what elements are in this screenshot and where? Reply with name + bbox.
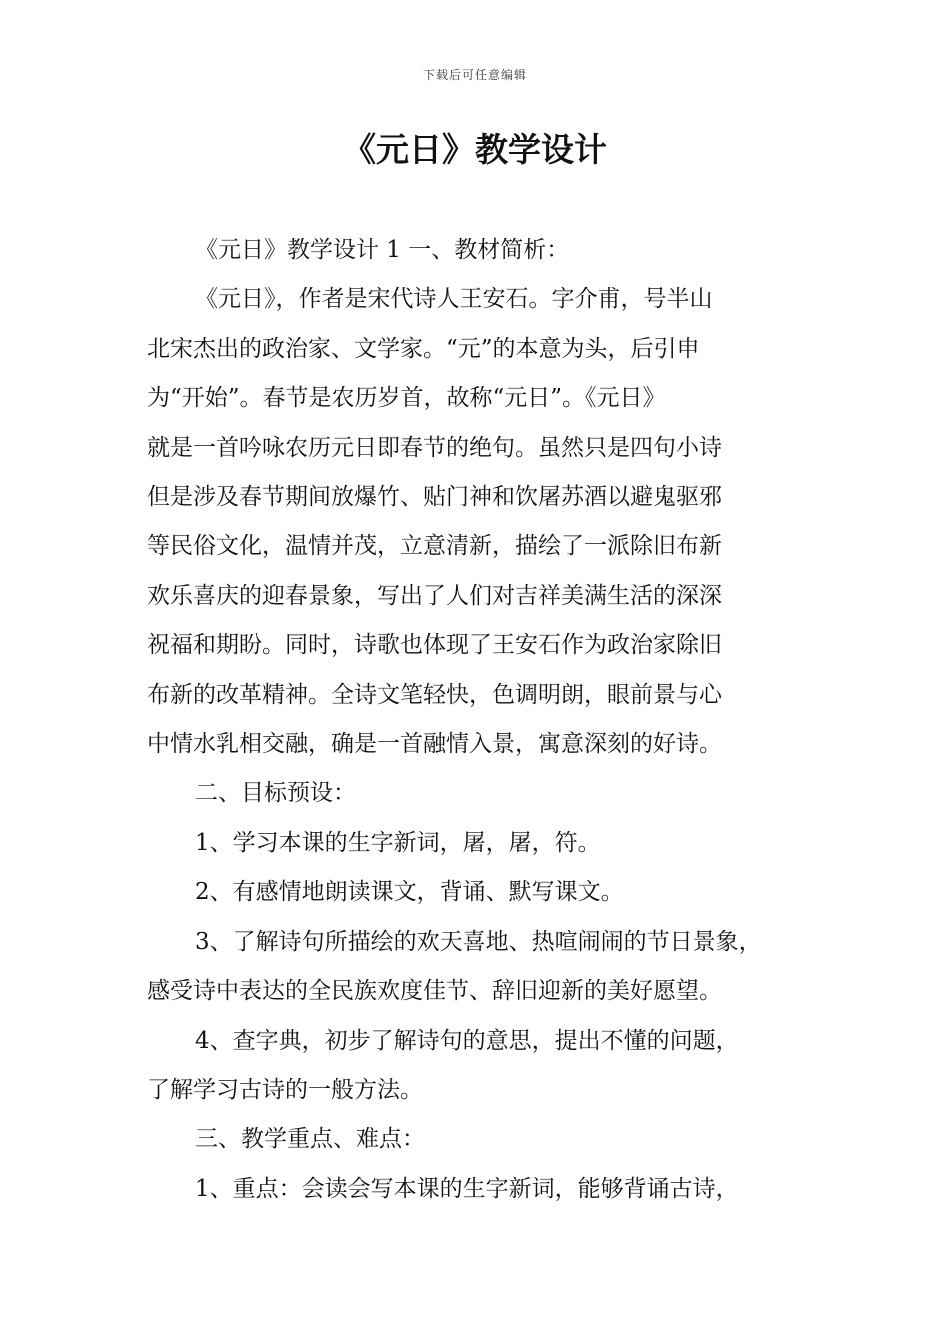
text-line: 等民俗文化，温情并茂，立意清新，描绘了一派除旧布新: [147, 533, 722, 560]
text-line: 三、教学重点、难点：: [195, 1126, 425, 1153]
text-line: 感受诗中表达的全民族欢度佳节、辞旧迎新的美好愿望。: [147, 978, 722, 1005]
text-line: 1、学习本课的生字新词，屠，屠，符。: [195, 829, 601, 856]
text-line: 就是一首吟咏农历元日即春节的绝句。虽然只是四句小诗: [147, 434, 722, 461]
text-line: 了解学习古诗的一般方法。: [147, 1076, 423, 1103]
text-line: 祝福和期盼。同时，诗歌也体现了王安石作为政治家除旧: [147, 632, 722, 659]
text-line: 《元日》，作者是宋代诗人王安石。字介甫，号半山: [195, 286, 713, 313]
text-line: 2、有感情地朗读课文，背诵、默写课文。: [195, 879, 624, 906]
text-line: 北宋杰出的政治家、文学家。“元”的本意为头，后引申: [147, 335, 700, 362]
text-line: 但是涉及春节期间放爆竹、贴门神和饮屠苏酒以避鬼驱邪: [147, 484, 722, 511]
text-line: 《元日》教学设计 1 一、教材简析：: [195, 237, 570, 263]
text-line: 4、查字典，初步了解诗句的意思，提出不懂的问题，: [195, 1027, 739, 1054]
text-line: 布新的改革精神。全诗文笔轻快，色调明朗，眼前景与心: [147, 681, 722, 708]
text-line: 中情水乳相交融，确是一首融情入景，寓意深刻的好诗。: [147, 731, 722, 758]
text-line: 为“开始”。春节是农历岁首，故称“元日”。《元日》: [147, 385, 666, 412]
text-line: 3、了解诗句所描绘的欢天喜地、热喧闹闹的节日景象，: [195, 928, 762, 955]
text-line: 二、目标预设：: [195, 780, 356, 807]
text-line: 1、重点：会读会写本课的生字新词，能够背诵古诗，: [195, 1175, 739, 1202]
header-note: 下载后可任意编辑: [422, 68, 527, 82]
document-body: [147, 226, 827, 1214]
document-title: 《元日》教学设计: [343, 130, 607, 169]
text-line: 欢乐喜庆的迎春景象，写出了人们对吉祥美满生活的深深: [147, 582, 722, 609]
